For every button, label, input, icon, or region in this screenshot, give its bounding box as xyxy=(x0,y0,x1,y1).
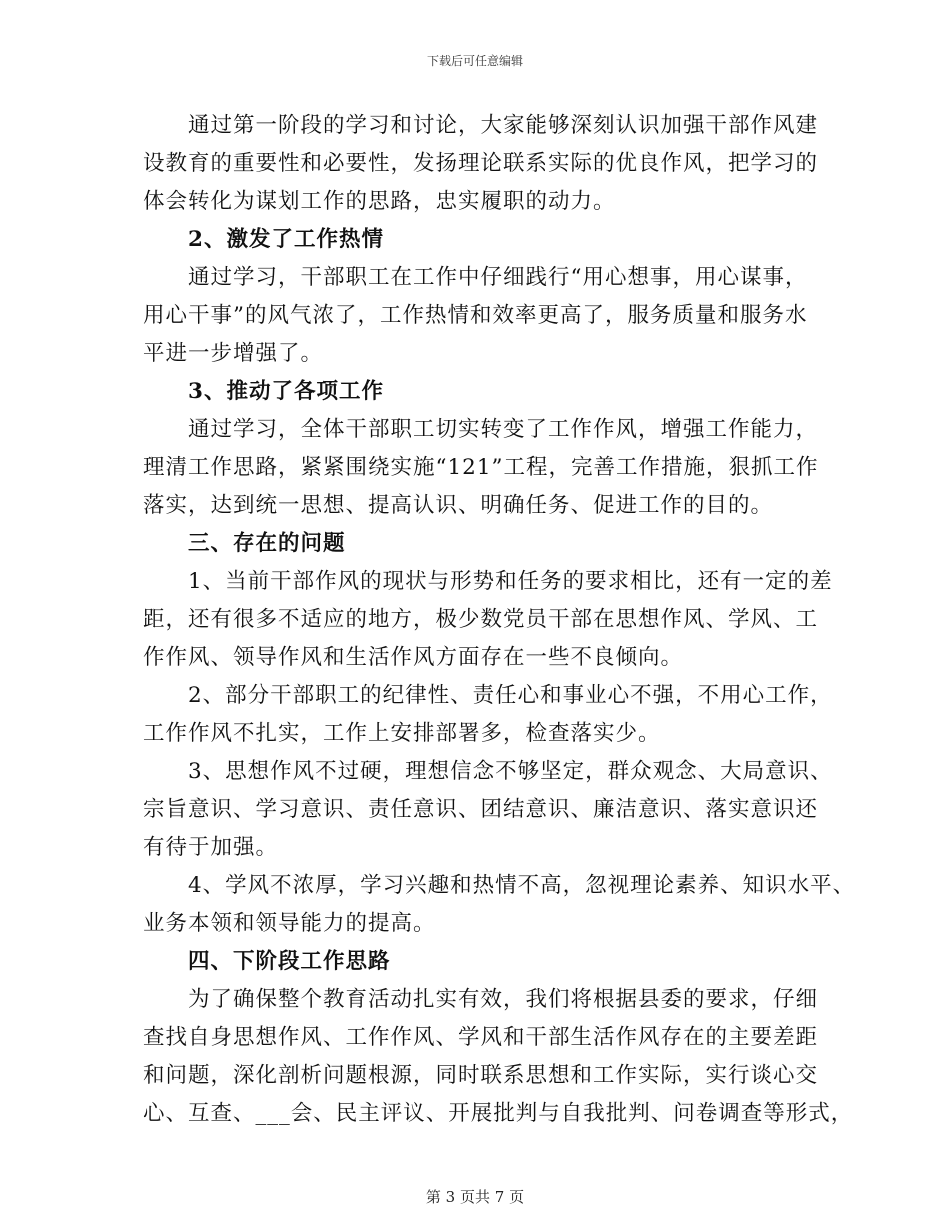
text-line: 落实，达到统一思想、提高认识、明确任务、促进工作的目的。 xyxy=(143,493,774,518)
text-line: 4、学风不浓厚，学习兴趣和热情不高，忽视理论素养、知识水平、 xyxy=(188,873,856,898)
section-heading: 3、推动了各项工作 xyxy=(188,379,384,404)
section-heading: 三、存在的问题 xyxy=(188,531,346,556)
text-line: 通过学习，全体干部职工切实转变了工作作风，增强工作能力， xyxy=(188,417,819,442)
text-line: 设教育的重要性和必要性，发扬理论联系实际的优良作风，把学习的 xyxy=(143,151,819,176)
page-footer: 第 3 页共 7 页 xyxy=(425,1188,525,1206)
text-line: 作作风、领导作风和生活作风方面存在一些不良倾向。 xyxy=(143,645,684,670)
text-line: 2、部分干部职工的纪律性、责任心和事业心不强，不用心工作， xyxy=(188,683,833,708)
text-line: 用心干事”的风气浓了，工作热情和效率更高了，服务质量和服务水 xyxy=(143,303,808,328)
text-line: 查找自身思想作风、工作作风、学风和干部生活作风存在的主要差距 xyxy=(143,1025,819,1050)
page-header: 下载后可任意编辑 xyxy=(426,54,523,68)
text-line: 3、思想作风不过硬，理想信念不够坚定，群众观念、大局意识、 xyxy=(188,759,833,784)
text-line: 1、当前干部作风的现状与形势和任务的要求相比，还有一定的差 xyxy=(188,569,833,594)
text-line: 体会转化为谋划工作的思路，忠实履职的动力。 xyxy=(143,189,616,214)
section-heading: 四、下阶段工作思路 xyxy=(188,949,391,974)
text-line: 通过学习，干部职工在工作中仔细践行“用心想事，用心谋事， xyxy=(188,265,808,290)
text-line: 为了确保整个教育活动扎实有效，我们将根据县委的要求，仔细 xyxy=(188,987,819,1012)
text-line: 工作作风不扎实，工作上安排部署多，检查落实少。 xyxy=(143,721,661,746)
text-line: 平进一步增强了。 xyxy=(143,341,324,366)
text-line: 距，还有很多不适应的地方，极少数党员干部在思想作风、学风、工 xyxy=(143,607,819,632)
text-line: 宗旨意识、学习意识、责任意识、团结意识、廉洁意识、落实意识还 xyxy=(143,797,819,822)
document-body xyxy=(143,107,856,1133)
section-heading: 2、激发了工作热情 xyxy=(188,227,384,252)
text-line: 业务本领和领导能力的提高。 xyxy=(143,911,436,936)
text-line: 和问题，深化剖析问题根源，同时联系思想和工作实际，实行谈心交 xyxy=(143,1063,819,1088)
text-line: 心、互查、___会、民主评议、开展批判与自我批判、问卷调查等形式， xyxy=(143,1101,854,1126)
text-line: 有待于加强。 xyxy=(143,835,279,860)
text-line: 理清工作思路，紧紧围绕实施“121”工程，完善工作措施，狠抓工作 xyxy=(143,455,819,480)
text-line: 通过第一阶段的学习和讨论，大家能够深刻认识加强干部作风建 xyxy=(188,113,819,138)
